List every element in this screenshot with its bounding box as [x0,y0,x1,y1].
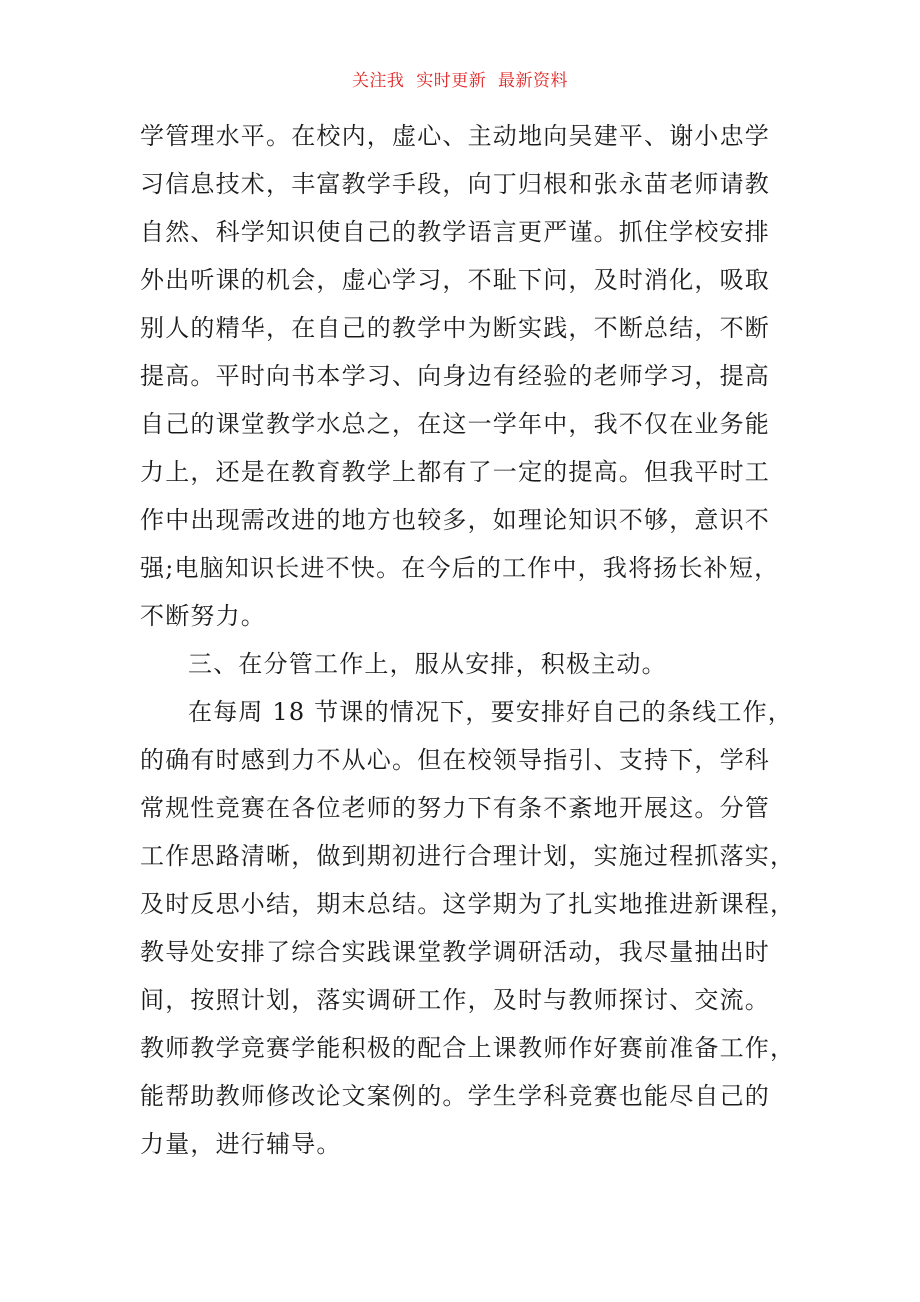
text-line: 外出听课的机会，虚心学习，不耻下问，及时消化，吸取 [140,266,770,294]
text-line: 提高。平时向书本学习、向身边有经验的老师学习，提高 [140,362,770,390]
text-line: 能帮助教师修改论文案例的。学生学科竞赛也能尽自己的 [140,1082,770,1110]
text-line: 习信息技术，丰富教学手段，向丁归根和张永苗老师请教 [140,170,770,198]
text-line: 及时反思小结，期末总结。这学期为了扎实地推进新课程， [140,890,796,918]
text-line: 力上，还是在教育教学上都有了一定的提高。但我平时工 [140,458,770,486]
text-line: 别人的精华，在自己的教学中为断实践，不断总结，不断 [140,314,770,342]
text-line: 常规性竞赛在各位老师的努力下有条不紊地开展这。分管 [140,794,770,822]
text-line: 自己的课堂教学水总之，在这一学年中，我不仅在业务能 [140,410,770,438]
document-body [140,112,796,1168]
text-line: 自然、科学知识使自己的教学语言更严谨。抓住学校安排 [140,218,770,246]
section-heading: 三、在分管工作上，服从安排，积极主动。 [188,650,667,678]
text-line: 间，按照计划，落实调研工作，及时与教师探讨、交流。 [140,986,770,1014]
text-line: 作中出现需改进的地方也较多，如理论知识不够，意识不 [140,506,770,534]
text-line: 学管理水平。在校内，虚心、主动地向吴建平、谢小忠学 [140,122,770,150]
text-line: 强;电脑知识长进不快。在今后的工作中，我将扬长补短， [140,554,780,582]
paragraph-1 [140,112,780,640]
text-line: 在每周 18 节课的情况下，要安排好自己的条线工作， [188,698,793,726]
text-line: 工作思路清晰，做到期初进行合理计划，实施过程抓落实， [140,842,796,870]
paragraph-2 [140,688,796,1168]
text-line: 的确有时感到力不从心。但在校领导指引、支持下，学科 [140,746,770,774]
text-line: 教导处安排了综合实践课堂教学调研活动，我尽量抽出时 [140,938,770,966]
text-line: 不断努力。 [140,602,266,630]
page-header-banner: 关注我 实时更新 最新资料 [351,71,569,91]
text-line: 教师教学竞赛学能积极的配合上课教师作好赛前准备工作， [140,1034,796,1062]
text-line: 力量，进行辅导。 [140,1130,342,1158]
